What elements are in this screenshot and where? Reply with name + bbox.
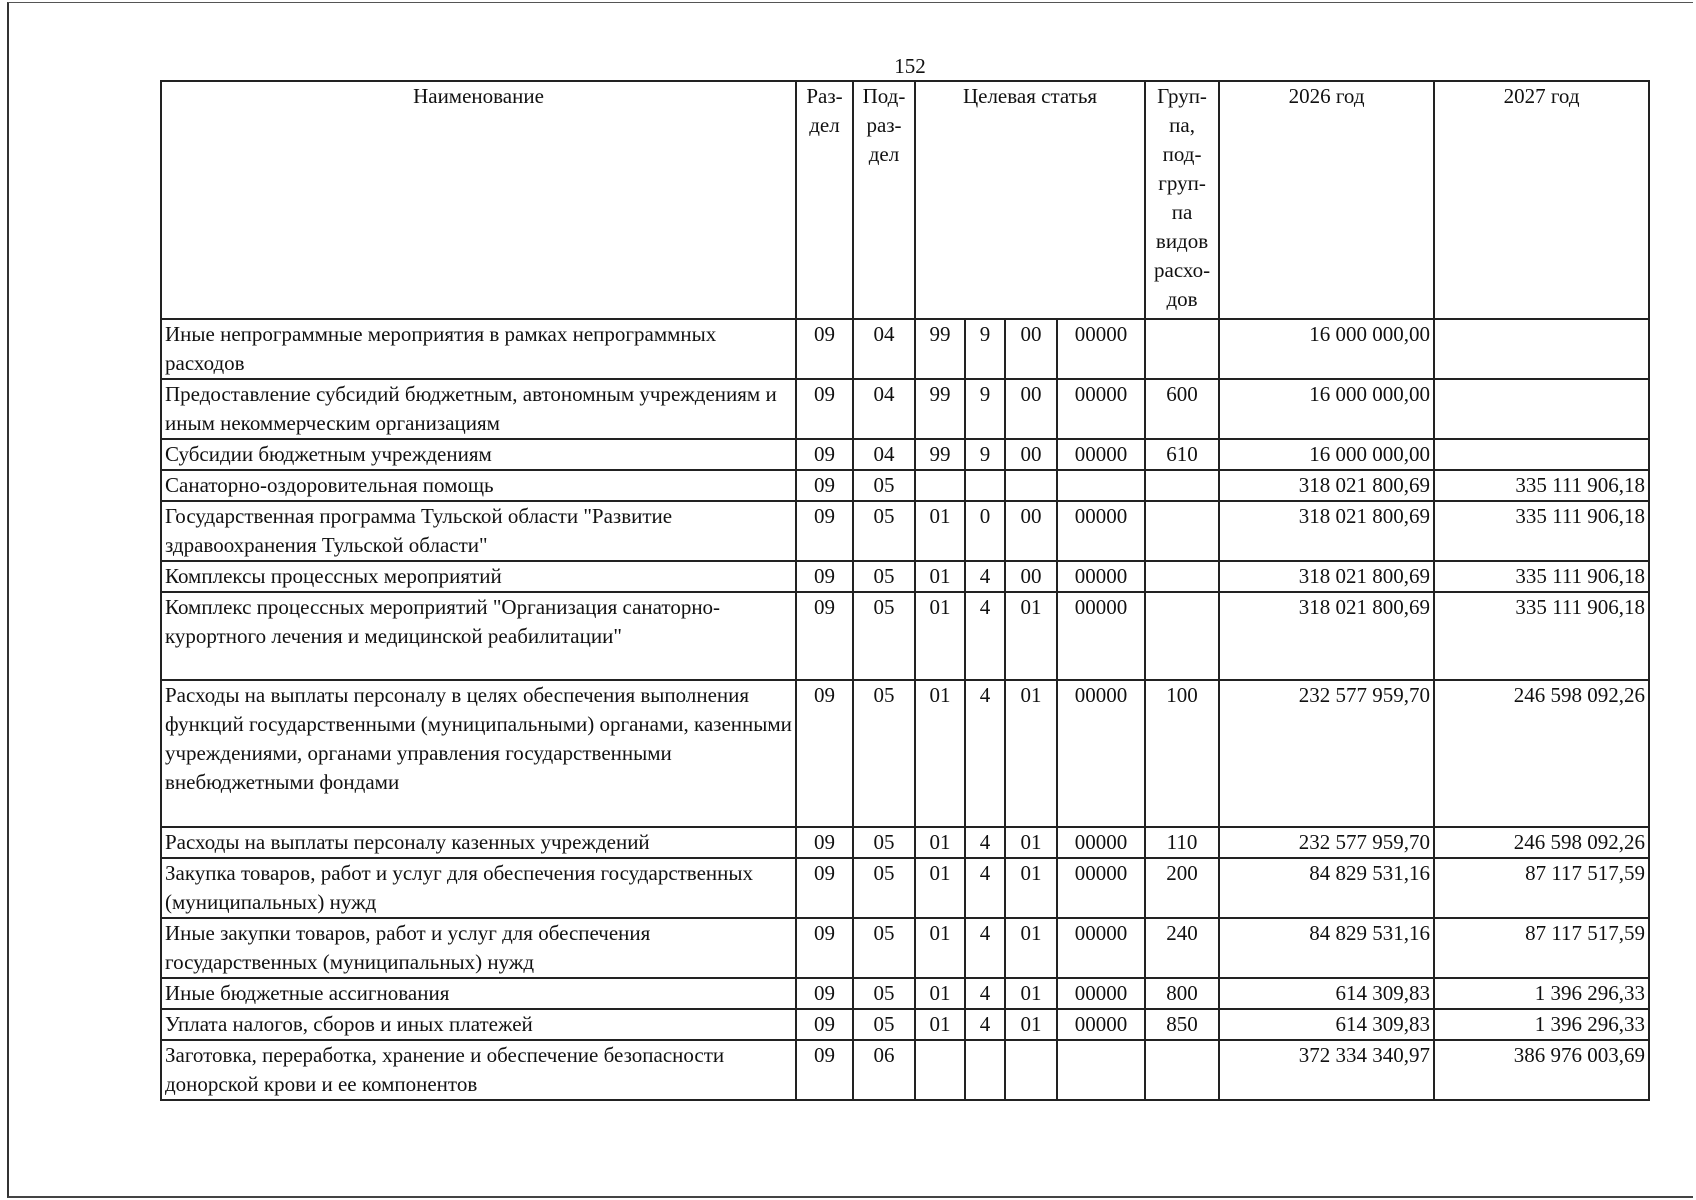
- row-target-direction: 00000: [1057, 918, 1145, 978]
- row-name: Предоставление субсидий бюджетным, автономным учреждениям и иным некоммерческим организациям: [161, 379, 796, 439]
- row-value-2027: 1 396 296,33: [1434, 1009, 1649, 1040]
- row-target-program: 99: [915, 379, 965, 439]
- row-razdel: 09: [796, 501, 853, 561]
- row-value-2027: 87 117 517,59: [1434, 858, 1649, 918]
- row-value-2027: 335 111 906,18: [1434, 501, 1649, 561]
- row-target-type: 4: [965, 1009, 1005, 1040]
- table-row: [161, 561, 1649, 592]
- row-target-sub: 01: [1005, 858, 1057, 918]
- row-value-2027: 335 111 906,18: [1434, 592, 1649, 680]
- row-razdel: 09: [796, 439, 853, 470]
- row-name: Расходы на выплаты персоналу в целях обеспечения выполнения функций государственными (муниципальными) органами, казенными учреждениями, органами управления государственными внебюджетными фондами: [161, 680, 796, 827]
- row-expense-group: [1145, 319, 1219, 379]
- header-target-article: Целевая статья: [915, 81, 1145, 319]
- row-target-program: 01: [915, 1009, 965, 1040]
- table-body: [161, 319, 1649, 1100]
- row-target-sub: 00: [1005, 561, 1057, 592]
- row-value-2026: 84 829 531,16: [1219, 918, 1434, 978]
- table-row: [161, 592, 1649, 680]
- row-target-type: 9: [965, 379, 1005, 439]
- header-row: [161, 81, 1649, 319]
- row-podrazdel: 04: [853, 439, 915, 470]
- row-target-program: 01: [915, 827, 965, 858]
- row-name: Заготовка, переработка, хранение и обеспечение безопасности донорской крови и ее компонентов: [161, 1040, 796, 1100]
- row-target-direction: 00000: [1057, 379, 1145, 439]
- row-target-direction: 00000: [1057, 319, 1145, 379]
- row-target-program: 01: [915, 501, 965, 561]
- row-podrazdel: 05: [853, 858, 915, 918]
- row-target-program: [915, 1040, 965, 1100]
- row-expense-group: 240: [1145, 918, 1219, 978]
- row-target-program: 01: [915, 918, 965, 978]
- row-target-sub: 01: [1005, 827, 1057, 858]
- table-row: [161, 918, 1649, 978]
- row-name: Государственная программа Тульской области "Развитие здравоохранения Тульской области": [161, 501, 796, 561]
- row-name: Иные непрограммные мероприятия в рамках непрограммных расходов: [161, 319, 796, 379]
- row-podrazdel: 05: [853, 561, 915, 592]
- row-razdel: 09: [796, 918, 853, 978]
- row-target-direction: 00000: [1057, 561, 1145, 592]
- row-razdel: 09: [796, 1040, 853, 1100]
- row-target-sub: 00: [1005, 439, 1057, 470]
- row-target-direction: [1057, 1040, 1145, 1100]
- row-value-2026: 372 334 340,97: [1219, 1040, 1434, 1100]
- row-razdel: 09: [796, 319, 853, 379]
- row-value-2026: 318 021 800,69: [1219, 501, 1434, 561]
- row-razdel: 09: [796, 827, 853, 858]
- row-target-program: 01: [915, 858, 965, 918]
- row-target-direction: 00000: [1057, 680, 1145, 827]
- table-row: [161, 978, 1649, 1009]
- row-target-program: 01: [915, 592, 965, 680]
- header-2027: 2027 год: [1434, 81, 1649, 319]
- row-value-2026: 318 021 800,69: [1219, 470, 1434, 501]
- row-value-2026: 16 000 000,00: [1219, 319, 1434, 379]
- row-name: Уплата налогов, сборов и иных платежей: [161, 1009, 796, 1040]
- row-target-type: [965, 470, 1005, 501]
- row-podrazdel: 05: [853, 680, 915, 827]
- table-row: [161, 858, 1649, 918]
- table-row: [161, 680, 1649, 827]
- row-target-sub: [1005, 470, 1057, 501]
- row-target-type: 4: [965, 561, 1005, 592]
- row-razdel: 09: [796, 680, 853, 827]
- row-value-2027: 246 598 092,26: [1434, 680, 1649, 827]
- page-number: 152: [894, 54, 926, 78]
- row-target-type: 4: [965, 858, 1005, 918]
- row-target-sub: 01: [1005, 918, 1057, 978]
- row-target-direction: 00000: [1057, 827, 1145, 858]
- row-target-type: 4: [965, 680, 1005, 827]
- row-podrazdel: 04: [853, 379, 915, 439]
- table-row: [161, 1040, 1649, 1100]
- row-target-type: [965, 1040, 1005, 1100]
- row-value-2026: 16 000 000,00: [1219, 379, 1434, 439]
- row-value-2026: 614 309,83: [1219, 1009, 1434, 1040]
- row-expense-group: [1145, 1040, 1219, 1100]
- row-podrazdel: 05: [853, 978, 915, 1009]
- row-podrazdel: 05: [853, 501, 915, 561]
- row-target-program: 01: [915, 978, 965, 1009]
- row-name: Комплекс процессных мероприятий "Организация санаторно-курортного лечения и медицинской реабилитации": [161, 592, 796, 680]
- row-value-2026: 232 577 959,70: [1219, 827, 1434, 858]
- row-expense-group: [1145, 561, 1219, 592]
- row-name: Закупка товаров, работ и услуг для обеспечения государственных (муниципальных) нужд: [161, 858, 796, 918]
- row-value-2027: 87 117 517,59: [1434, 918, 1649, 978]
- row-podrazdel: 05: [853, 918, 915, 978]
- table-row: [161, 439, 1649, 470]
- row-razdel: 09: [796, 561, 853, 592]
- row-name: Субсидии бюджетным учреждениям: [161, 439, 796, 470]
- row-name: Иные бюджетные ассигнования: [161, 978, 796, 1009]
- row-expense-group: 600: [1145, 379, 1219, 439]
- row-target-direction: 00000: [1057, 858, 1145, 918]
- row-target-sub: 01: [1005, 978, 1057, 1009]
- row-value-2027: 386 976 003,69: [1434, 1040, 1649, 1100]
- row-target-sub: 00: [1005, 319, 1057, 379]
- row-name: Расходы на выплаты персоналу казенных учреждений: [161, 827, 796, 858]
- row-razdel: 09: [796, 1009, 853, 1040]
- table-row: [161, 1009, 1649, 1040]
- row-target-direction: 00000: [1057, 978, 1145, 1009]
- row-target-direction: [1057, 470, 1145, 501]
- row-value-2027: [1434, 319, 1649, 379]
- header-expense-group: Груп- па, под- груп- па видов расхо- дов: [1145, 81, 1219, 319]
- budget-table: [160, 80, 1650, 1101]
- row-target-sub: 01: [1005, 1009, 1057, 1040]
- row-podrazdel: 04: [853, 319, 915, 379]
- row-razdel: 09: [796, 592, 853, 680]
- row-target-program: 01: [915, 680, 965, 827]
- row-target-type: 0: [965, 501, 1005, 561]
- row-target-type: 9: [965, 439, 1005, 470]
- row-name: Иные закупки товаров, работ и услуг для обеспечения государственных (муниципальных) нужд: [161, 918, 796, 978]
- row-value-2027: 1 396 296,33: [1434, 978, 1649, 1009]
- row-target-program: 99: [915, 439, 965, 470]
- row-target-type: 4: [965, 918, 1005, 978]
- row-razdel: 09: [796, 379, 853, 439]
- row-target-type: 4: [965, 978, 1005, 1009]
- row-target-direction: 00000: [1057, 501, 1145, 561]
- table-row: [161, 319, 1649, 379]
- row-value-2027: 335 111 906,18: [1434, 561, 1649, 592]
- header-name: Наименование: [161, 81, 796, 319]
- header-podrazdel: Под- раз- дел: [853, 81, 915, 319]
- row-podrazdel: 05: [853, 592, 915, 680]
- row-target-sub: 01: [1005, 592, 1057, 680]
- row-podrazdel: 06: [853, 1040, 915, 1100]
- table-row: [161, 501, 1649, 561]
- row-name: Комплексы процессных мероприятий: [161, 561, 796, 592]
- row-target-sub: [1005, 1040, 1057, 1100]
- row-value-2027: [1434, 379, 1649, 439]
- row-value-2026: 614 309,83: [1219, 978, 1434, 1009]
- row-expense-group: 100: [1145, 680, 1219, 827]
- row-expense-group: 200: [1145, 858, 1219, 918]
- table-row: [161, 470, 1649, 501]
- row-target-direction: 00000: [1057, 1009, 1145, 1040]
- row-target-type: 4: [965, 827, 1005, 858]
- row-target-direction: 00000: [1057, 439, 1145, 470]
- header-razdel: Раз- дел: [796, 81, 853, 319]
- row-value-2027: 246 598 092,26: [1434, 827, 1649, 858]
- row-podrazdel: 05: [853, 1009, 915, 1040]
- row-target-sub: 00: [1005, 379, 1057, 439]
- row-expense-group: 800: [1145, 978, 1219, 1009]
- row-value-2027: [1434, 439, 1649, 470]
- row-target-sub: 01: [1005, 680, 1057, 827]
- row-value-2027: 335 111 906,18: [1434, 470, 1649, 501]
- row-razdel: 09: [796, 978, 853, 1009]
- header-2026: 2026 год: [1219, 81, 1434, 319]
- row-value-2026: 232 577 959,70: [1219, 680, 1434, 827]
- row-value-2026: 318 021 800,69: [1219, 561, 1434, 592]
- table-row: [161, 827, 1649, 858]
- row-expense-group: [1145, 592, 1219, 680]
- row-expense-group: [1145, 470, 1219, 501]
- row-target-type: 9: [965, 319, 1005, 379]
- row-target-program: 99: [915, 319, 965, 379]
- row-value-2026: 16 000 000,00: [1219, 439, 1434, 470]
- row-podrazdel: 05: [853, 827, 915, 858]
- row-expense-group: [1145, 501, 1219, 561]
- row-name: Санаторно-оздоровительная помощь: [161, 470, 796, 501]
- row-expense-group: 610: [1145, 439, 1219, 470]
- row-value-2026: 84 829 531,16: [1219, 858, 1434, 918]
- row-target-program: 01: [915, 561, 965, 592]
- table-row: [161, 379, 1649, 439]
- row-target-sub: 00: [1005, 501, 1057, 561]
- row-razdel: 09: [796, 858, 853, 918]
- row-expense-group: 110: [1145, 827, 1219, 858]
- row-target-direction: 00000: [1057, 592, 1145, 680]
- row-target-program: [915, 470, 965, 501]
- row-value-2026: 318 021 800,69: [1219, 592, 1434, 680]
- row-podrazdel: 05: [853, 470, 915, 501]
- row-target-type: 4: [965, 592, 1005, 680]
- row-razdel: 09: [796, 470, 853, 501]
- row-expense-group: 850: [1145, 1009, 1219, 1040]
